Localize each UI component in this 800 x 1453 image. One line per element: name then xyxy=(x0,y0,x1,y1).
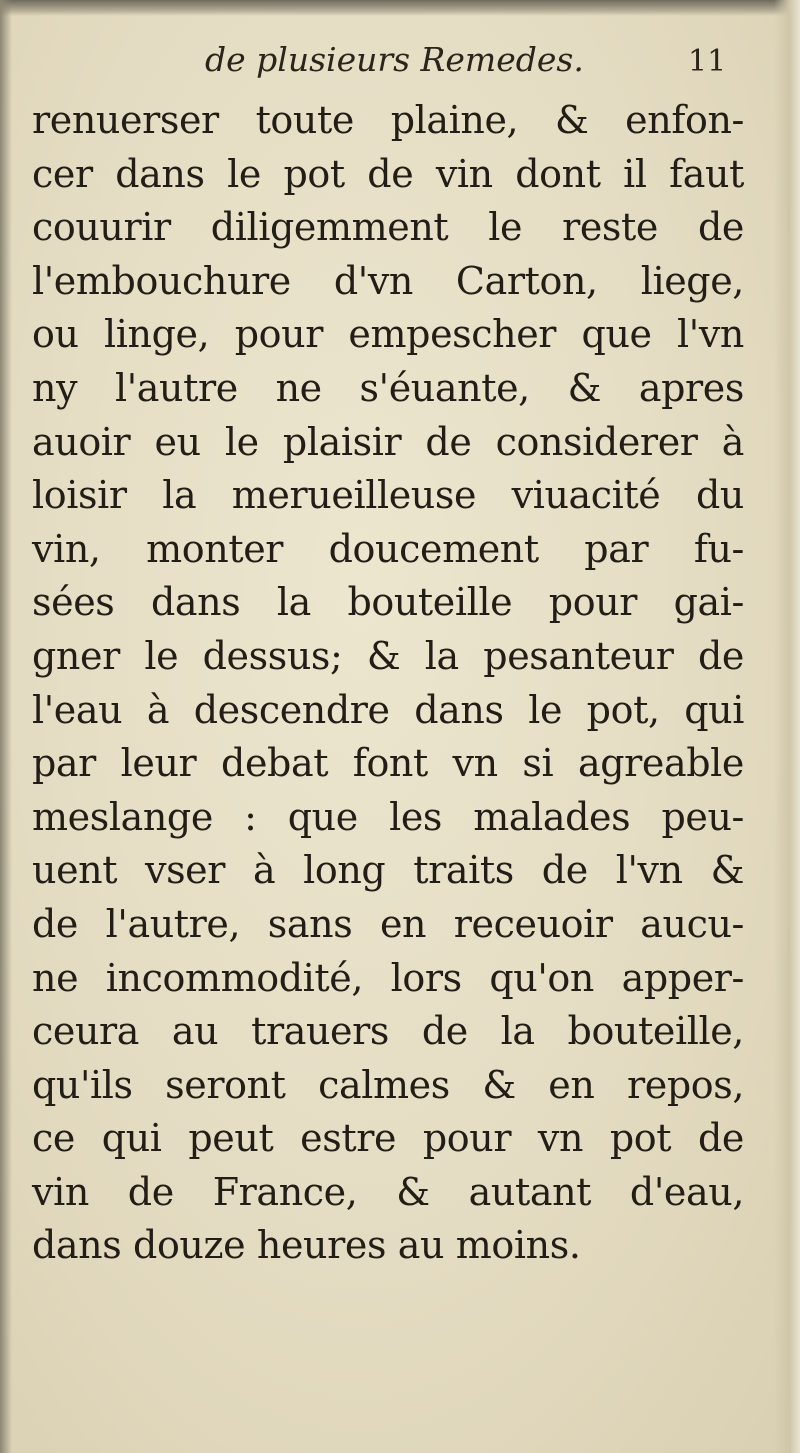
text-line: uent vser à long traits de l'vn & xyxy=(32,848,744,893)
page-number: 11 xyxy=(688,44,727,79)
text-line: vin de France, & autant d'eau, xyxy=(32,1169,744,1214)
text-line: l'eau à descendre dans le pot, qui xyxy=(32,687,744,732)
text-line: ne incommodité, lors qu'on apper- xyxy=(32,955,744,1000)
text-line: vin, monter doucement par fu- xyxy=(32,526,744,571)
text-line: par leur debat font vn si agreable xyxy=(32,741,744,786)
text-line: qu'ils seront calmes & en repos, xyxy=(32,1062,744,1107)
text-line: de l'autre, sans en receuoir aucu- xyxy=(32,901,744,946)
running-title: de plusieurs Remedes. xyxy=(205,40,584,79)
text-line: meslange : que les malades peu- xyxy=(32,794,744,839)
text-line: gner le dessus; & la pesanteur de xyxy=(32,633,744,678)
running-head xyxy=(0,40,800,90)
text-line: couurir diligemment le reste de xyxy=(32,205,744,250)
page-fore-edge xyxy=(774,0,800,1453)
text-line: renuerser toute plaine, & enfon- xyxy=(32,98,744,142)
text-line-last: dans douze heures au moins. xyxy=(32,1223,581,1268)
text-line: l'embouchure d'vn Carton, liege, xyxy=(32,258,744,303)
body-text xyxy=(32,94,744,1273)
text-line: cer dans le pot de vin dont il faut xyxy=(32,151,744,196)
page-gutter-shadow xyxy=(0,0,12,1453)
text-line: sées dans la bouteille pour gai- xyxy=(32,580,744,625)
text-line: ce qui peut estre pour vn pot de xyxy=(32,1116,744,1161)
text-line: ou linge, pour empescher que l'vn xyxy=(32,312,744,357)
text-line: loisir la merueilleuse viuacité du xyxy=(32,473,744,518)
text-line: auoir eu le plaisir de considerer à xyxy=(32,419,744,464)
text-line: ceura au trauers de la bouteille, xyxy=(32,1009,744,1054)
text-line: ny l'autre ne s'éuante, & apres xyxy=(32,365,744,410)
page-top-edge xyxy=(0,0,800,16)
